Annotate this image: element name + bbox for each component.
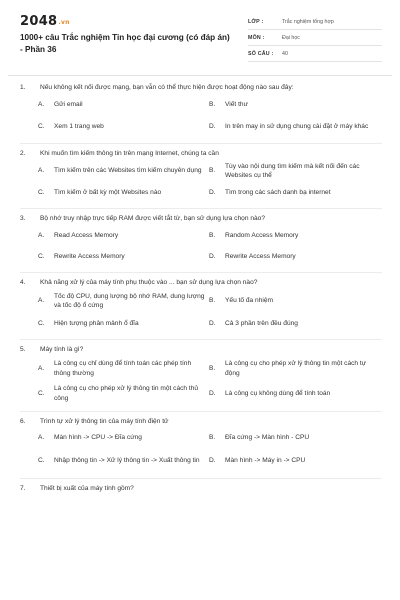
- answer-text: Tùy vào nội dung tìm kiếm mà kết nối đến các Websites cụ thể: [225, 162, 360, 179]
- answer-text: Cả 3 phần trên đều đúng: [225, 320, 298, 328]
- answer-letter: A.: [38, 434, 45, 442]
- question-number: 7.: [20, 485, 26, 492]
- answer-text: Tìm trong các sách danh bạ internet: [225, 189, 331, 197]
- question-item: [20, 340, 382, 412]
- answer-letter: C.: [38, 320, 45, 328]
- meta-value: 40: [282, 50, 288, 57]
- answer-text: Random Access Memory: [225, 231, 299, 239]
- question-number: 4.: [20, 278, 26, 286]
- answer-text: Nhập thông tin -> Xử lý thông tin -> Xuất thông tin: [54, 457, 200, 465]
- answer-letter: B.: [209, 100, 216, 108]
- answer-text: Là công cụ cho phép xử lý thông tin một cách tự động: [225, 360, 367, 377]
- answer-option[interactable]: [209, 162, 380, 180]
- meta-value: Trắc nghiệm tổng hợp: [282, 18, 334, 25]
- answer-letter: C.: [38, 457, 45, 465]
- answer-text: Là công cụ cho phép xử lý thông tin một cách thủ công: [54, 385, 199, 402]
- meta-key: LỚP :: [248, 18, 264, 25]
- answer-grid: [20, 291, 382, 339]
- header-divider: [8, 75, 392, 76]
- answer-letter: D.: [209, 457, 216, 465]
- answer-letter: B.: [209, 364, 216, 372]
- answer-option[interactable]: [209, 249, 380, 265]
- answer-letter: D.: [209, 320, 216, 328]
- question-number: 1.: [20, 84, 26, 91]
- answer-text: Đĩa cứng -> Màn hình - CPU: [225, 434, 310, 442]
- question-header: [20, 209, 382, 228]
- question-header: [20, 412, 382, 431]
- answer-grid: [20, 228, 382, 272]
- question-text: Khả năng xử lý của máy tính phụ thuộc vào ... bạn sử dụng lựa chọn nào?: [40, 278, 258, 286]
- answer-option[interactable]: [209, 384, 380, 404]
- answer-letter: D.: [209, 122, 216, 130]
- answer-letter: A.: [38, 364, 45, 372]
- meta-value: Đại học: [282, 34, 300, 41]
- answer-text: Tìm kiếm trên các Websites tìm kiếm chuyên dụng: [54, 167, 202, 175]
- question-text: Thiết bị xuất của máy tính gồm?: [40, 485, 134, 492]
- answer-letter: C.: [38, 122, 45, 130]
- answer-letter: A.: [38, 231, 45, 239]
- document-meta: [248, 14, 382, 62]
- meta-key: MÔN :: [248, 34, 265, 41]
- answer-letter: A.: [38, 167, 45, 175]
- answer-text: Hiện tượng phân mảnh ổ đĩa: [54, 320, 139, 328]
- answer-text: Là công cụ không dùng để tính toán: [225, 389, 331, 397]
- answer-text: Read Access Memory: [54, 231, 119, 239]
- question-item: [20, 479, 382, 498]
- answer-option[interactable]: [38, 451, 209, 471]
- question-header: [20, 340, 382, 359]
- question-item: [20, 273, 382, 341]
- answer-option[interactable]: [38, 359, 209, 379]
- answer-grid: [20, 430, 382, 478]
- meta-row: [248, 30, 382, 46]
- meta-row: [248, 14, 382, 30]
- answer-option[interactable]: [209, 316, 380, 332]
- question-header: [20, 273, 382, 292]
- answer-option[interactable]: [38, 316, 209, 332]
- answer-option[interactable]: [209, 228, 380, 244]
- question-item: [20, 144, 382, 210]
- answer-text: Xem 1 trang web: [54, 122, 104, 130]
- answer-letter: B.: [209, 297, 216, 305]
- answer-option[interactable]: [38, 97, 209, 113]
- answer-grid: [20, 97, 382, 143]
- meta-key: SỐ CÂU :: [248, 50, 274, 57]
- answer-text: Tốc độ CPU, dung lượng bộ nhớ RAM, dung lượng và tốc độ ổ cứng: [54, 292, 205, 309]
- answer-text: Rewrite Access Memory: [54, 252, 125, 260]
- answer-text: Là công cụ chỉ dùng để tính toán các phép tính thông thường: [54, 360, 192, 377]
- answer-option[interactable]: [38, 162, 209, 180]
- answer-letter: B.: [209, 167, 216, 175]
- answer-letter: A.: [38, 297, 45, 305]
- answer-grid: [20, 359, 382, 411]
- answer-letter: C.: [38, 189, 45, 197]
- answer-option[interactable]: [209, 185, 380, 201]
- answer-option[interactable]: [38, 185, 209, 201]
- answer-text: Màn hình -> Máy in -> CPU: [225, 457, 306, 465]
- answer-option[interactable]: [38, 430, 209, 446]
- answer-letter: B.: [209, 434, 216, 442]
- answer-grid: [20, 162, 382, 208]
- question-number: 2.: [20, 149, 26, 157]
- answer-option[interactable]: [38, 249, 209, 265]
- answer-letter: B.: [209, 231, 216, 239]
- answer-letter: A.: [38, 100, 45, 108]
- site-logo[interactable]: 2048.vn: [20, 14, 70, 29]
- question-item: [20, 209, 382, 273]
- answer-option[interactable]: [209, 97, 380, 113]
- answer-text: Tìm kiếm ở bất kỳ một Websites nào: [54, 189, 162, 197]
- answer-option[interactable]: [209, 291, 380, 311]
- meta-row: [248, 46, 382, 62]
- question-text: Khi muốn tìm kiếm thông tin trên mạng Internet, chúng ta cần: [40, 149, 219, 157]
- answer-option[interactable]: [38, 228, 209, 244]
- answer-option[interactable]: [209, 359, 380, 379]
- question-header: [20, 144, 382, 163]
- question-number: 5.: [20, 346, 26, 353]
- answer-letter: D.: [209, 252, 216, 260]
- question-text: Máy tính là gì?: [40, 346, 84, 353]
- question-list: [20, 78, 382, 498]
- question-text: Trình tự xử lý thông tin của máy tính điện tử: [40, 417, 169, 425]
- question-number: 6.: [20, 417, 26, 425]
- answer-letter: D.: [209, 189, 216, 197]
- answer-option[interactable]: [209, 430, 380, 446]
- question-text: Bộ nhớ truy nhập trực tiếp RAM được viết tắt từ, bạn sử dụng lựa chọn nào?: [40, 215, 265, 222]
- question-number: 3.: [20, 215, 26, 222]
- answer-text: Rewrite Access Memory: [225, 252, 296, 260]
- page-header: [20, 14, 382, 66]
- answer-letter: C.: [38, 252, 45, 260]
- document-title: 1000+ câu Trắc nghiệm Tin học đại cương (có đáp án) - Phần 36: [20, 33, 230, 54]
- question-header: [20, 479, 382, 498]
- answer-letter: D.: [209, 389, 216, 397]
- question-header: [20, 78, 382, 97]
- answer-letter: C.: [38, 389, 45, 397]
- answer-text: Viết thư: [225, 100, 248, 108]
- answer-text: Yếu tố đa nhiệm: [225, 297, 274, 305]
- answer-option[interactable]: [209, 118, 380, 136]
- question-item: [20, 78, 382, 144]
- answer-option[interactable]: [38, 118, 209, 136]
- answer-text: Gửi email: [54, 100, 83, 108]
- answer-option[interactable]: [38, 291, 209, 311]
- question-text: Nếu không kết nối được mạng, bạn vẫn có thể thực hiện được hoạt động nào sau đây:: [40, 84, 294, 91]
- answer-text: Màn hình -> CPU -> Đĩa cứng: [54, 434, 142, 442]
- answer-text: In trên may in sử dụng chung cài đặt ở máy khác: [225, 122, 369, 130]
- answer-option[interactable]: [38, 384, 209, 404]
- answer-option[interactable]: [209, 451, 380, 471]
- question-item: [20, 412, 382, 480]
